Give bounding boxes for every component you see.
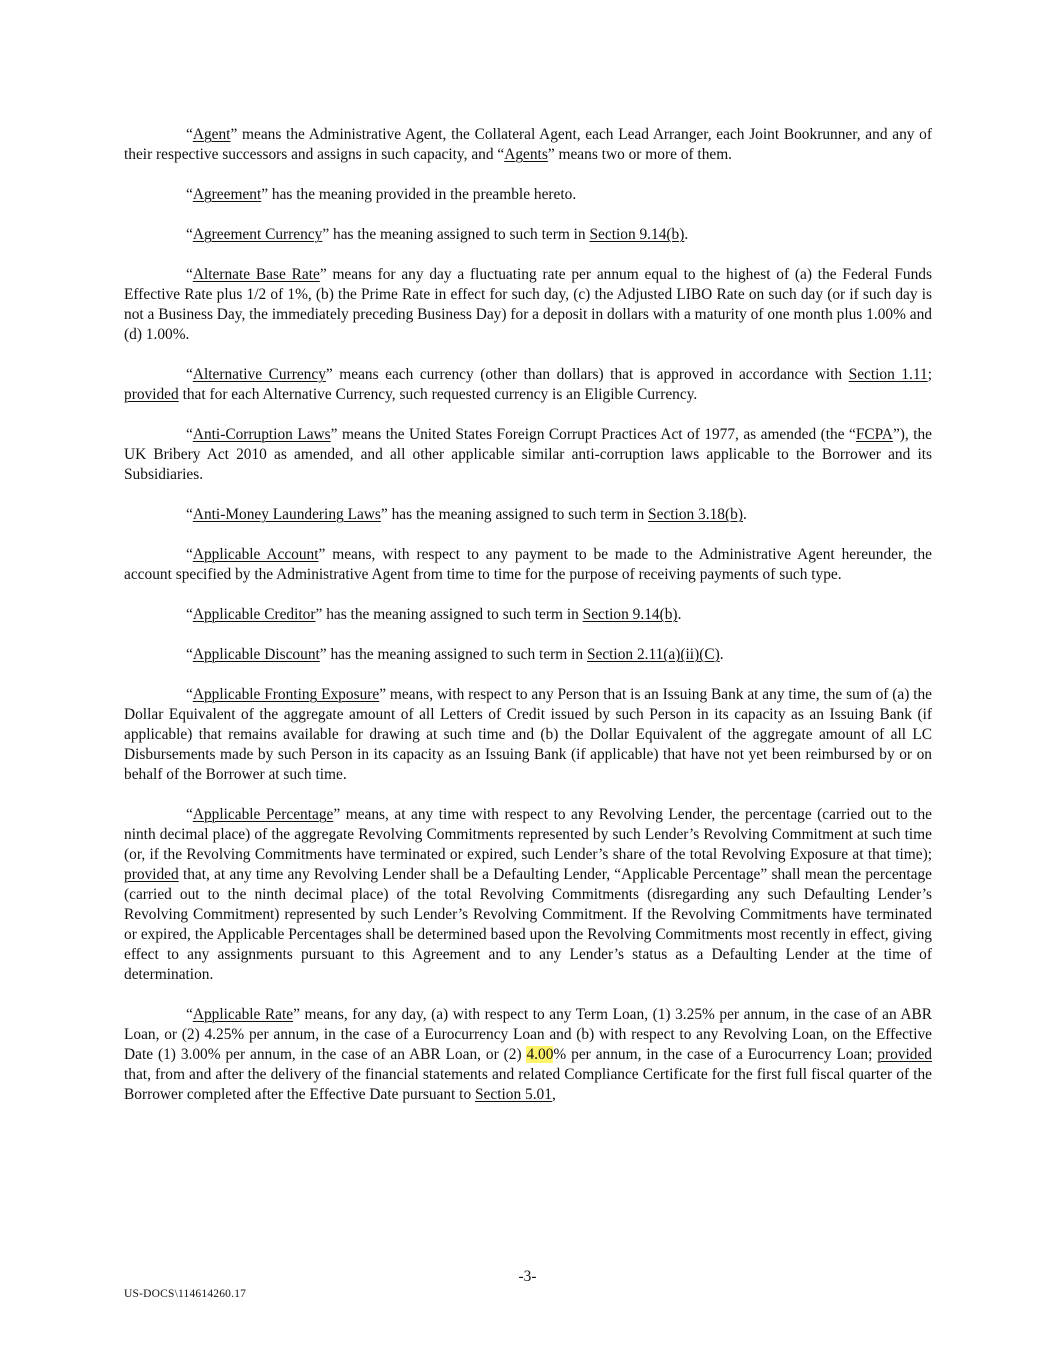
definition-paragraph [124, 1005, 932, 1105]
definition-text: “ [186, 506, 193, 523]
definition-text: ” means, with respect to any payment to be made to the Administrative Agent hereunder, the account specified by the Administrative Agent from time to time for the purpose of receiving payments of such type. [124, 546, 932, 583]
definition-text: “ [186, 126, 193, 143]
definition-paragraph [124, 265, 932, 345]
defined-term-reference: Applicable Discount [192, 646, 320, 663]
definition-text: ” means the United States Foreign Corrupt Practices Act of 1977, as amended (the “ [330, 426, 856, 443]
defined-term-reference: Section 9.14(b) [582, 606, 678, 623]
definition-text: that for each Alternative Currency, such requested currency is an Eligible Currency. [178, 386, 698, 403]
definition-text: . [677, 606, 682, 623]
document-id: US-DOCS\114614260.17 [124, 1288, 247, 1300]
definition-text: “ [186, 186, 193, 203]
definition-text: ” has the meaning assigned to such term in [380, 506, 649, 523]
defined-term-reference: Anti-Money Laundering Laws [192, 506, 381, 523]
definition-text: “ [186, 366, 193, 383]
defined-term-reference: Applicable Percentage [192, 806, 334, 823]
defined-term-reference: Alternate Base Rate [192, 266, 320, 283]
definition-text: ” has the meaning assigned to such term in [315, 606, 583, 623]
definition-text: ” means each currency (other than dollars) that is approved in accordance with [325, 366, 849, 383]
defined-term-reference: Agreement Currency [192, 226, 323, 243]
definition-text: that, from and after the delivery of the financial statements and related Compliance Certificate for the first full fiscal quarter of the Borrower completed after the Effective Date pursuant to [124, 1066, 932, 1103]
defined-term-reference: Anti-Corruption Laws [192, 426, 331, 443]
definition-text: “ [186, 686, 193, 703]
definition-text: “ [186, 806, 193, 823]
definition-paragraph [124, 185, 932, 205]
definition-paragraph [124, 225, 932, 245]
definition-text: ” means, for any day, (a) with respect to any Term Loan, (1) 3.25% per annum, in the case of an ABR Loan, or (2) 4.25% per annum, in the case of a Eurocurrency Loan and (b) with respect to any Revolving Loan, on the Effective Date (1) 3.00% per annum, in the case of an ABR Loan, or (2) [124, 1006, 932, 1063]
defined-term-reference: provided [124, 866, 179, 883]
definition-paragraph [124, 605, 932, 625]
definition-text: . [684, 226, 689, 243]
defined-term-reference: provided [124, 386, 179, 403]
definition-paragraph [124, 425, 932, 485]
definition-text: ” means, at any time with respect to any Revolving Lender, the percentage (carried out to the ninth decimal place) of the aggregate Revolving Commitments represented by such Lender’s Revolving Commitment at such time (or, if the Revolving Commitments have terminated or expired, such Lender’s share of the total Revolving Exposure at that time); [124, 806, 932, 863]
defined-term-reference: Section 3.18(b) [648, 506, 743, 523]
definition-paragraph [124, 545, 932, 585]
definition-text: ” has the meaning assigned to such term in [319, 646, 587, 663]
defined-term-reference: Applicable Fronting Exposure [192, 686, 380, 703]
defined-term-reference: Section 5.01 [475, 1086, 552, 1103]
definition-text: “ [186, 1006, 193, 1023]
definition-paragraph [124, 685, 932, 785]
definition-text: ; [927, 366, 933, 383]
definition-text: “ [186, 606, 193, 623]
definition-text: ”), the UK Bribery Act 2010 as amended, and all other applicable similar anti-corruption laws applicable to the Borrower and its Subsidiaries. [124, 426, 932, 483]
defined-term-reference: Agreement [192, 186, 262, 203]
definition-text: “ [186, 646, 193, 663]
definition-paragraph [124, 125, 932, 165]
definition-text: . [742, 506, 747, 523]
defined-term-reference: Applicable Account [192, 546, 319, 563]
definition-text: , [551, 1086, 556, 1103]
definition-text: “ [186, 546, 193, 563]
definition-text: % per annum, in the case of a Eurocurrency Loan; [553, 1046, 878, 1063]
defined-term-reference: Agents [504, 146, 548, 163]
defined-term-reference: Section 1.11 [848, 366, 928, 383]
definition-text: “ [186, 226, 193, 243]
highlighted-value: 4.00 [526, 1046, 554, 1063]
definition-text: ” means the Administrative Agent, the Collateral Agent, each Lead Arranger, each Joint Bookrunner, and any of their respective successors and assigns in such capacity, and “ [124, 126, 932, 163]
defined-term-reference: Agent [192, 126, 231, 143]
defined-term-reference: Section 2.11(a)(ii)(C) [586, 646, 720, 663]
defined-term-reference: provided [877, 1046, 932, 1063]
definition-text: . [719, 646, 724, 663]
definition-text: ” has the meaning assigned to such term in [322, 226, 590, 243]
definition-text: ” means for any day a fluctuating rate per annum equal to the highest of (a) the Federal Funds Effective Rate plus 1/2 of 1%, (b) the Prime Rate in effect for such day, (c) the Adjusted LIBO Rate on such day (or if such day is not a Business Day, the immediately preceding Business Day) for a deposit in dollars with a maturity of one month plus 1.00% and (d) 1.00%. [124, 266, 932, 343]
definition-text: “ [186, 266, 193, 283]
document-body [124, 125, 932, 1125]
definition-paragraph [124, 645, 932, 665]
page-number: -3- [518, 1268, 537, 1285]
defined-term-reference: Alternative Currency [192, 366, 326, 383]
defined-term-reference: Applicable Rate [192, 1006, 294, 1023]
definition-text: that, at any time any Revolving Lender shall be a Defaulting Lender, “Applicable Percentage” shall mean the percentage (carried out to the ninth decimal place) of the total Revolving Commitments (disregarding any such Defaulting Lender’s Revolving Commitment) represented by such Lender’s Revolving Commitment. If the Revolving Commitments have terminated or expired, the Applicable Percentages shall be determined based upon the Revolving Commitments most recently in effect, giving effect to any assignments pursuant to this Agreement and to any Lender’s status as a Defaulting Lender at the time of determination. [124, 866, 932, 983]
definition-text: “ [186, 426, 193, 443]
definition-text: ” means, with respect to any Person that is an Issuing Bank at any time, the sum of (a) the Dollar Equivalent of the aggregate amount of all Letters of Credit issued by such Person in its capacity as an Issuing Bank (if applicable) that remains available for drawing at such time and (b) the Dollar Equivalent of the aggregate amount of all LC Disbursements made by such Person in its capacity as an Issuing Bank (if applicable) that have not yet been reimbursed by or on behalf of the Borrower at such time. [124, 686, 932, 783]
definition-text: ” has the meaning provided in the preamble hereto. [261, 186, 577, 203]
defined-term-reference: Section 9.14(b) [589, 226, 685, 243]
definition-paragraph [124, 505, 932, 525]
definition-paragraph [124, 365, 932, 405]
definition-paragraph [124, 805, 932, 985]
defined-term-reference: FCPA [855, 426, 893, 443]
defined-term-reference: Applicable Creditor [192, 606, 316, 623]
definition-text: ” means two or more of them. [547, 146, 733, 163]
